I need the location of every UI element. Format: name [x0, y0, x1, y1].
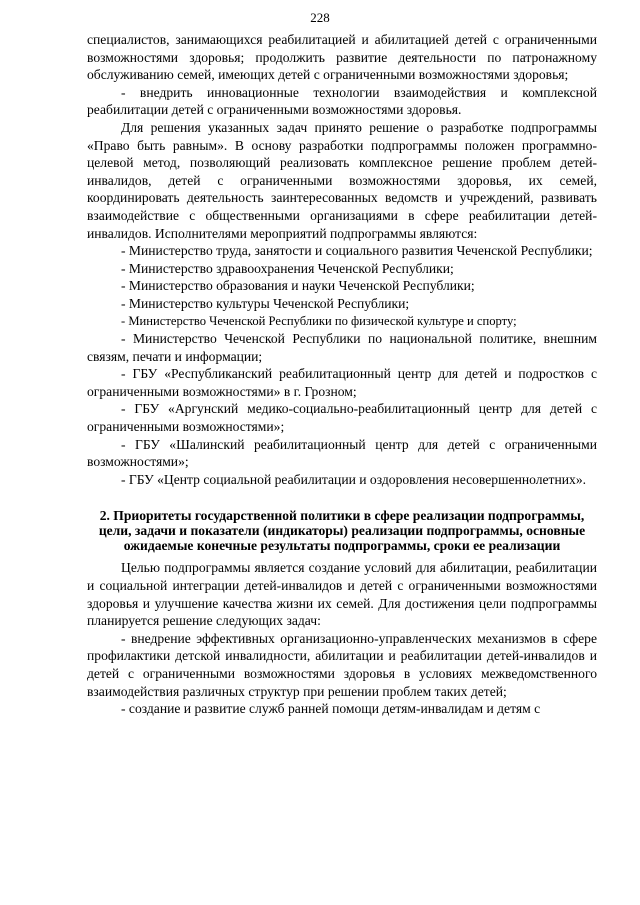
- document-body: [87, 31, 597, 718]
- executor-item: - Министерство здравоохранения Чеченской Республики;: [121, 260, 454, 276]
- executor-item: - Министерство Чеченской Республики по физической культуре и спорту;: [121, 313, 517, 328]
- executor-item: - ГБУ «Аргунский медико-социально-реабилитационный центр для детей с ограниченными возможностями»;: [87, 401, 597, 435]
- executor-item: - ГБУ «Республиканский реабилитационный центр для детей и подростков с ограниченными возможностями» в г. Грозном;: [87, 366, 597, 399]
- task-item: - создание и развитие служб ранней помощи детям-инвалидам и детям с: [121, 701, 541, 717]
- executor-item: - Министерство Чеченской Республики по национальной политике, внешним связям, печати и информации;: [87, 331, 597, 364]
- section-heading: 2. Приоритеты государственной политики в сфере реализации подпрограммы, цели, задачи и показатели (индикаторы) реализации подпрограммы, основные ожидаемые конечные результаты подпрограммы, сроки ее реализации: [98, 508, 586, 554]
- executor-item: - Министерство образования и науки Чеченской Республики;: [121, 278, 475, 294]
- paragraph-goal: Целью подпрограммы является создание условий для абилитации, реабилитации и социальной интеграции детей-инвалидов и детей с ограниченными возможностями здоровья и улучшение качества жизни их семей. Для достижения цели подпрограммы планируется решение следующих задач:: [87, 560, 597, 629]
- paragraph-continuation: специалистов, занимающихся реабилитацией и абилитацией детей с ограниченными возможностями здоровья; продолжить развитие деятельности по патронажному обслуживанию семей, имеющих детей с ограниченными возможностями здоровья;: [87, 32, 597, 83]
- paragraph-subprogram-development: Для решения указанных задач принято решение о разработке подпрограммы «Право быть равным». В основу разработки подпрограммы положен программно-целевой метод, позволяющий реализовать комплексное решение проблем детей-инвалидов, детей с ограниченными возможностями здоровья, их семей, координировать деятельность заинтересованных ведомств и учреждений, развивать взаимодействие с общественными организациями в сфере реабилитации детей-инвалидов. Исполнителями мероприятий подпрограммы являются:: [87, 119, 597, 241]
- executor-item: - Министерство культуры Чеченской Республики;: [121, 295, 410, 311]
- executor-item: - ГБУ «Шалинский реабилитационный центр для детей с ограниченными возможностями»;: [87, 436, 597, 470]
- executor-item: - Министерство труда, занятости и социального развития Чеченской Республики;: [121, 243, 593, 259]
- list-item-innovations: - внедрить инновационные технологии взаимодействия и комплексной реабилитации детей с ограниченными возможностями здоровья.: [87, 84, 597, 118]
- task-item: - внедрение эффективных организационно-управленческих механизмов в сфере профилактики детской инвалидности, абилитации и реабилитации детей-инвалидов и детей с ограниченными возможностями здоровья в условиях межведомственного взаимодействия различных структур при решении проблем таких детей;: [87, 630, 597, 699]
- executor-item: - ГБУ «Центр социальной реабилитации и оздоровления несовершеннолетних».: [121, 471, 587, 487]
- page-number: 228: [310, 10, 330, 25]
